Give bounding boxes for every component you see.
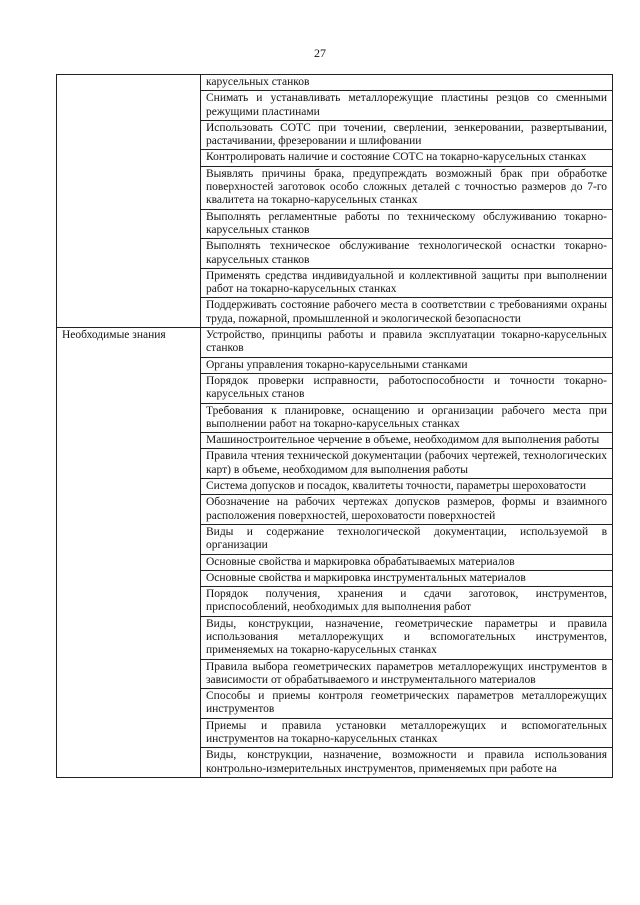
knowledge-item: Правила чтения технической документации (рабочих чертежей, технологических карт) в объеме, необходимом для выполнения работы bbox=[201, 449, 613, 479]
knowledge-item: Требования к планировке, оснащению и организации рабочего места при выполнении работ на токарно-карусельных станках bbox=[201, 403, 613, 433]
knowledge-label: Необходимые знания bbox=[57, 328, 201, 778]
skill-item: Снимать и устанавливать металлорежущие пластины резцов со сменными режущими пластинами bbox=[201, 91, 613, 121]
knowledge-item: Устройство, принципы работы и правила эксплуатации токарно-карусельных станков bbox=[201, 328, 613, 358]
skill-item: Выполнять регламентные работы по техническому обслуживанию токарно-карусельных станков bbox=[201, 209, 613, 239]
skill-item: Поддерживать состояние рабочего места в соответствии с требованиями охраны труда, пожарной, промышленной и экологической безопасности bbox=[201, 298, 613, 328]
knowledge-item: Виды, конструкции, назначение, возможности и правила использования контрольно-измерительных инструментов, применяемых при работе на bbox=[201, 748, 613, 778]
knowledge-item: Способы и приемы контроля геометрических параметров металлорежущих инструментов bbox=[201, 689, 613, 719]
skill-item: карусельных станков bbox=[201, 75, 613, 91]
knowledge-item: Виды и содержание технологической документации, используемой в организации bbox=[201, 524, 613, 554]
skill-item: Контролировать наличие и состояние СОТС на токарно-карусельных станках bbox=[201, 150, 613, 166]
table-row bbox=[57, 75, 613, 91]
skills-label-cell bbox=[57, 75, 201, 328]
table-row bbox=[57, 328, 613, 358]
knowledge-item: Приемы и правила установки металлорежущих и вспомогательных инструментов на токарно-карусельных станках bbox=[201, 718, 613, 748]
skill-item: Использовать СОТС при точении, сверлении, зенкеровании, развертывании, растачивании, фрезеровании и шлифовании bbox=[201, 120, 613, 150]
knowledge-item: Порядок проверки исправности, работоспособности и точности токарно-карусельных станов bbox=[201, 373, 613, 403]
knowledge-item: Виды, конструкции, назначение, геометрические параметры и правила использования металлорежущих и вспомогательных инструментов, применяемых на токарно-карусельных станках bbox=[201, 616, 613, 659]
skill-item: Выявлять причины брака, предупреждать возможный брак при обработке поверхностей заготовок особо сложных деталей с точностью размеров до 7-го квалитета на токарно-карусельных станках bbox=[201, 166, 613, 209]
knowledge-item: Правила выбора геометрических параметров металлорежущих инструментов в зависимости от обрабатываемого и инструментального материалов bbox=[201, 659, 613, 689]
knowledge-item: Органы управления токарно-карусельными станками bbox=[201, 357, 613, 373]
knowledge-item: Основные свойства и маркировка обрабатываемых материалов bbox=[201, 554, 613, 570]
skill-item: Выполнять техническое обслуживание технологической оснастки токарно-карусельных станков bbox=[201, 239, 613, 269]
skill-item: Применять средства индивидуальной и коллективной защиты при выполнении работ на токарно-карусельных станках bbox=[201, 268, 613, 298]
requirements-table bbox=[56, 74, 613, 778]
knowledge-item: Основные свойства и маркировка инструментальных материалов bbox=[201, 570, 613, 586]
knowledge-item: Система допусков и посадок, квалитеты точности, параметры шероховатости bbox=[201, 479, 613, 495]
knowledge-item: Машиностроительное черчение в объеме, необходимом для выполнения работы bbox=[201, 433, 613, 449]
knowledge-item: Обозначение на рабочих чертежах допусков размеров, формы и взаимного расположения поверхностей, шероховатости поверхностей bbox=[201, 495, 613, 525]
page-number: 27 bbox=[314, 46, 326, 60]
knowledge-item: Порядок получения, хранения и сдачи заготовок, инструментов, приспособлений, необходимых для выполнения работ bbox=[201, 587, 613, 617]
